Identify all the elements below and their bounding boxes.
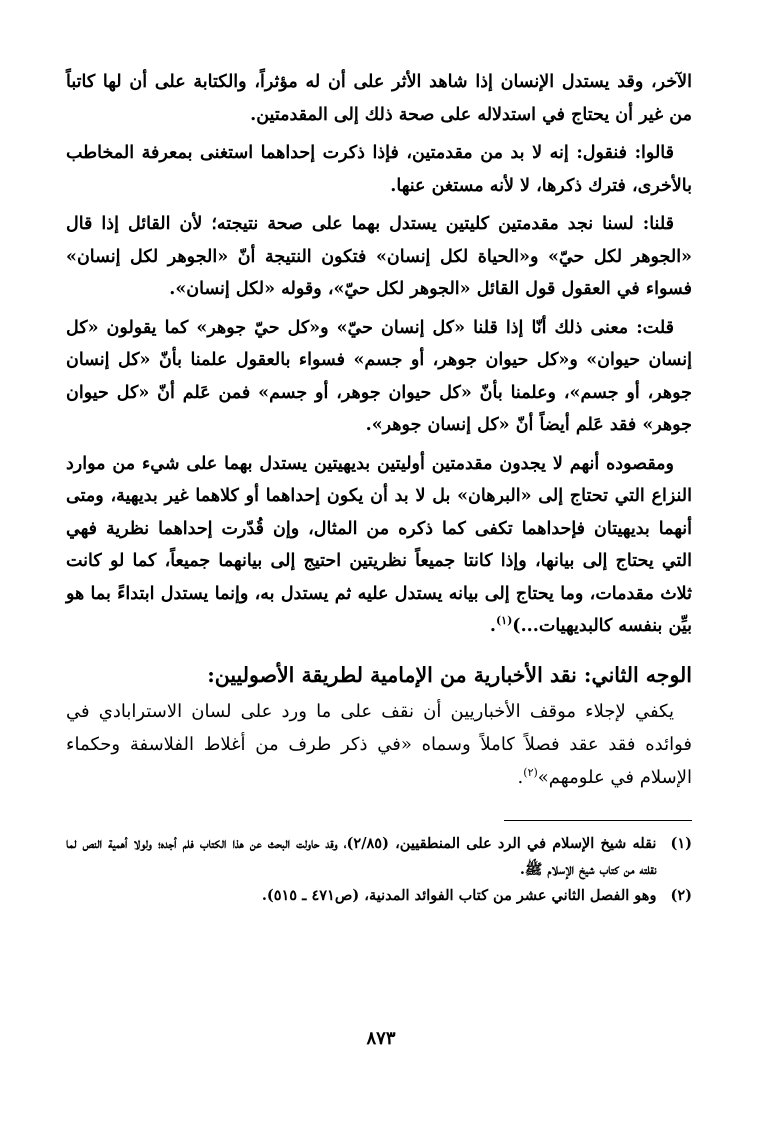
page-number: ٨٧٣	[366, 1028, 396, 1049]
footnote-2-number: (٢)	[670, 886, 692, 904]
paragraph-4	[66, 312, 692, 442]
paragraph-6-end: .	[517, 766, 524, 788]
footnote-ref-1[interactable]: (١)	[495, 614, 513, 628]
footnote-1	[66, 831, 692, 883]
paragraph-2	[66, 137, 692, 202]
paragraph-3	[66, 208, 692, 306]
paragraph-4-text: قلت: معنى ذلك أنّا إذا قلنا «كل إنسان حيّ» و«كل حيّ جوهر» كما يقولون «كل إنسان حيوان» و«كل حيوان جوهر، أو جسم» فسواء بالعقول علمنا بأنّ «كل إنسان جوهر، أو جسم»، وعلمنا بأنّ «كل حيوان جوهر، أو جسم» فمن عَلم أنّ «كل حيوان جوهر» فقد عَلم أيضاً أنّ «كل إنسان جوهر».	[66, 317, 692, 435]
paragraph-5-text: ومقصوده أنهم لا يجدون مقدمتين أوليتين بديهيتين يستدل بهما على شيء من موارد النزاع التي تحتاج إلى «البرهان» بل لا بد أن يكون إحداهما أو كلاهما غير بديهية، ومتى أنهما بديهيتان فإحداهما تكفى كما ذكره من المثال، وإن قُدّرت إحداهما نظرية فهي التي يحتاج إلى بيانها، وإذا كانتا جميعاً نظريتين احتيج إلى بيانهما جميعاً، كما لو كانت ثلاث مقدمات، وما يحتاج إلى بيانه يستدل عليه ثم يستدل به، وإنما يستدل ابتداءً بما هو بيِّن بنفسه كالبديهيات...)	[66, 453, 692, 636]
paragraph-6	[66, 695, 692, 794]
footnote-1-text: نقله شيخ الإسلام في الرد على المنطقيين، (٢/٨٥)، وقد حاولت البحث عن هذا الكتاب فلم أجده؛ ولولا أهمية النص لما نقلته من كتاب شيخ الإسلام ﷺ.	[66, 834, 657, 878]
footnote-2	[66, 883, 692, 909]
paragraph-3-text: قلنا: لسنا نجد مقدمتين كليتين يستدل بهما على صحة نتيجته؛ لأن القائل إذا قال «الجوهر لكل حيّ» و«الحياة لكل إنسان» فتكون النتيجة أنّ «الجوهر لكل إنسان» فسواء في العقول قول القائل «الجوهر لكل حيّ»، وقوله «لكل إنسان».	[66, 214, 692, 299]
paragraph-1	[66, 66, 692, 131]
footnote-ref-2[interactable]: (٢)	[523, 765, 538, 779]
footnote-divider	[504, 820, 692, 821]
paragraph-6-text: يكفي لإجلاء موقف الأخباريين أن نقف على ما ورد على لسان الاسترابادي في فوائده فقد عقد فصلاً كاملاً وسماه «في ذكر طرف من أغلاط الفلاسفة وحكماء الإسلام في علومهم»	[66, 700, 692, 788]
footnote-2-text: وهو الفصل الثاني عشر من كتاب الفوائد المدنية، (ص٤٧١ ـ ٥١٥).	[261, 886, 657, 904]
section-heading: الوجه الثاني: نقد الأخبارية من الإمامية لطريقة الأصوليين:	[207, 662, 692, 687]
paragraph-1-text: الآخر، وقد يستدل الإنسان إذا شاهد الأثر على أن له مؤثراً، والكتابة على أن لها كاتباً من غير أن يحتاج في استدلاله على صحة ذلك إلى المقدمتين.	[66, 72, 692, 125]
paragraph-2-text: قالوا: فنقول: إنه لا بد من مقدمتين، فإذا ذكرت إحداهما استغنى بمعرفة المخاطب بالأخرى، فترك ذكرها، لا لأنه مستغن عنها.	[66, 143, 692, 196]
paragraph-5: ومقصوده أنهم لا يجدون مقدمتين أوليتين بديهيتين يستدل بهما على شيء من موارد النزاع التي تحتاج إلى «البرهان» بل لا بد أن يكون إحداهما أو كلاهما غير بديهية، ومتى أنهما بديهيتان فإحداهما تكفى كما ذكره من المثال، وإن قُدّرت إحداهما نظرية فهي التي يحتاج إلى بيانها، وإذا كانتا جميعاً نظريتين احتيج إلى بيانهما جميعاً، كما لو كانت ثلاث مقدمات، وما يحتاج إلى بيانه يستدل عليه ثم يستدل به، وإنما يستدل ابتداءً بما هو بيِّن بنفسه كالبديهيات...)$^{(١)}$.	[66, 453, 692, 636]
footnotes	[66, 831, 692, 909]
footnote-1-number: (١)	[670, 834, 692, 852]
